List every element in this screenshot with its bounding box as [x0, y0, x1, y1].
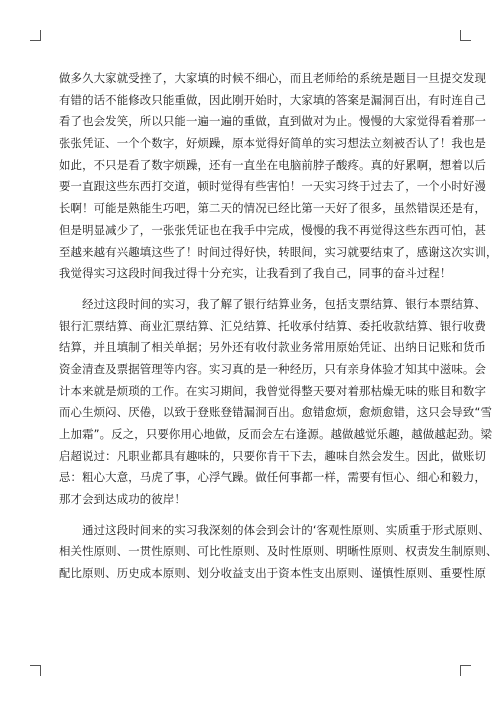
text-line: 要一直跟这些东西打交道，顿时觉得有些害怕！一天实习终于过去了，一个小时好漫 [59, 179, 487, 194]
text-line: 银行汇票结算、商业汇票结算、汇兑结算、托收承付结算、委托收款结算、银行收费 [59, 318, 487, 333]
paragraph-gap [59, 285, 443, 294]
text-line: 配比原则、历史成本原则、划分收益支出于资本性支出原则、谨慎性原则、重要性原 [59, 566, 487, 581]
text-line: 如此，不只是看了数字烦躁，还有一直坐在电脑前脖子酸疼。真的好累啊，想着以后 [59, 157, 487, 172]
document-body [59, 68, 498, 585]
text-line: 计本来就是烦琐的工作。在实习期间，我曾觉得整天要对着那枯燥无味的账目和数字 [59, 383, 487, 398]
text-line: 张张凭证、一个个数字，好烦躁，原本觉得好简单的实习想法立刻被否认了！我也是 [59, 136, 487, 151]
text-line: 资金清查及票据管理等内容。实习真的是一种经历，只有亲身体验才知其中滋味。会 [59, 361, 487, 376]
text-line: 启超说过：凡职业都具有趣味的，只要你肯干下去，趣味自然会发生。因此，做账切 [59, 448, 487, 463]
paragraph [59, 520, 498, 585]
text-line: 有错的话不能修改只能重做，因此刚开始时，大家填的答案是漏洞百出，有时连自己 [59, 92, 487, 107]
text-line: 结算，并且填制了相关单据；另外还有收付款业务常用原始凭证、出纳日记账和货币 [59, 340, 487, 355]
text-line: 上加霜”。反之，只要你用心地做，反而会左右逢源。越做越觉乐趣，越做越起劲。梁 [59, 427, 493, 441]
text-line: 经过这段时间的实习，我了解了银行结算业务，包括支票结算、银行本票结算、 [59, 296, 487, 311]
crop-mark-bottom-right [460, 665, 471, 676]
text-line: 至越来越有兴趣填这些了！时间过得好快，转眼间，实习就要结束了，感谢这次实训， [59, 244, 498, 259]
text-line: 相关性原则、一贯性原则、可比性原则、及时性原则、明晰性原则、权责发生制原则、 [59, 544, 498, 559]
text-line: 看了也会发笑，所以只能一遍一遍的重做，直到做对为止。慢慢的大家觉得看着那一 [59, 114, 487, 129]
text-line: 通过这段时间来的实习我深刻的体会到会计的‘客观性原则、实质重于形式原则、 [59, 522, 490, 537]
text-line: 那才会到达成功的彼岸！ [59, 492, 186, 507]
text-line: 我觉得实习这段时间我过得十分充实，让我看到了我自己，同事的奋斗过程！ [59, 266, 452, 281]
paragraph [59, 294, 493, 511]
text-line: 但是明显减少了，一张张凭证也在我手中完成，慢慢的我不再觉得这些东西可怕，甚 [59, 222, 487, 237]
text-line: 而心生烦闷、厌倦，以致于登账登错漏洞百出。愈错愈烦，愈烦愈错，这只会导致“雪 [59, 405, 493, 420]
text-line: 做多久大家就受挫了，大家填的时候不细心，而且老师给的系统是题目一旦提交发现 [59, 71, 487, 85]
text-line: 忌：粗心大意，马虎了事，心浮气躁。做任何事都一样，需要有恒心、细心和毅力， [59, 470, 487, 485]
crop-mark-bottom-left [30, 665, 41, 676]
paragraph-gap [59, 511, 443, 520]
paragraph [59, 68, 498, 285]
text-line: 长啊！可能是熟能生巧吧，第二天的情况已经比第一天好了很多，虽然错误还是有， [59, 201, 487, 216]
crop-mark-top-left [30, 30, 41, 41]
crop-mark-top-right [460, 30, 471, 41]
